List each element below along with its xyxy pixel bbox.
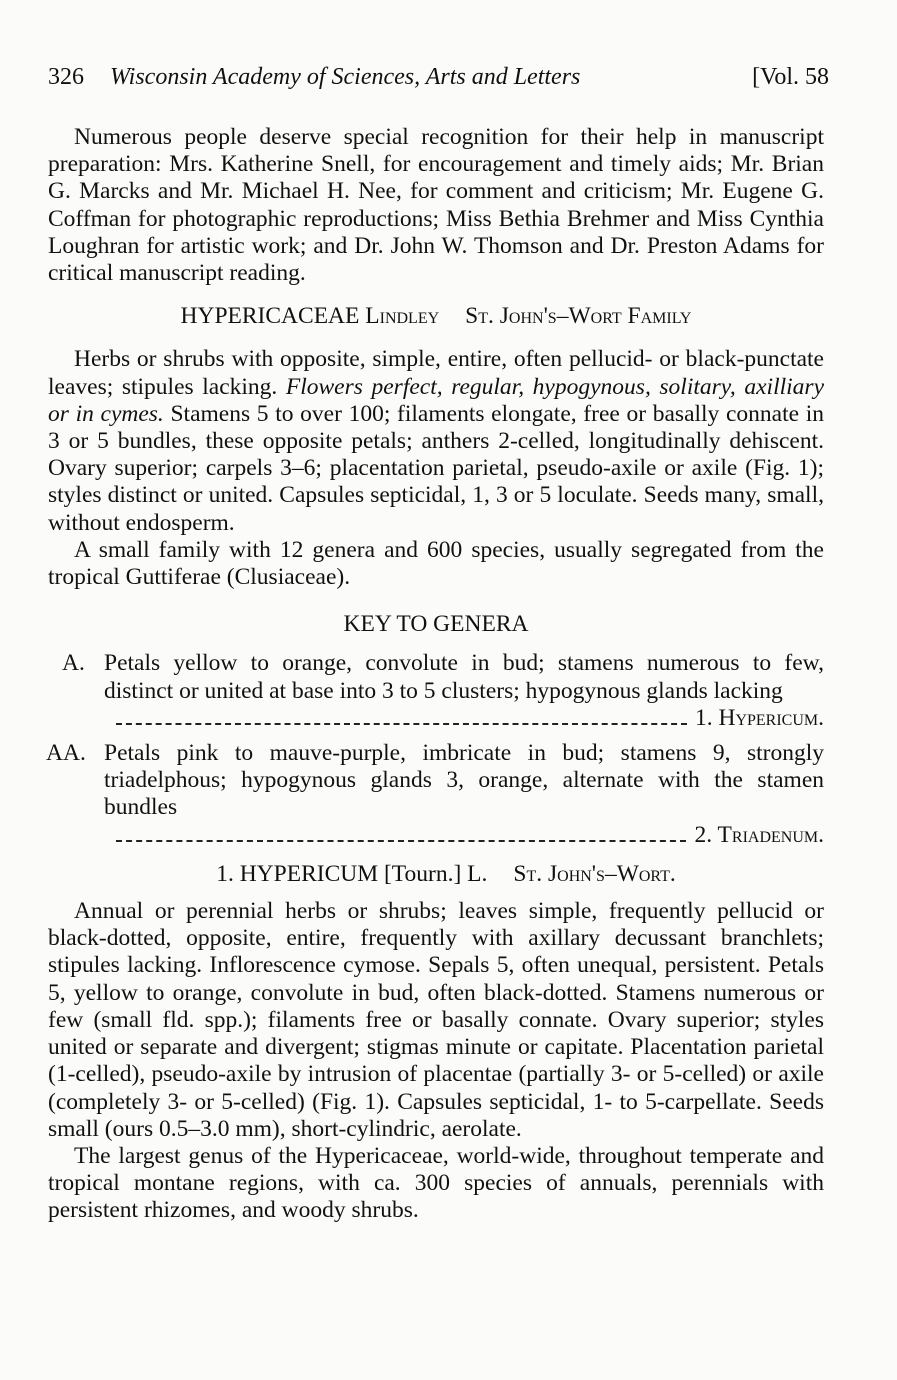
key-entry-text: Petals pink to mauve-purple, imbricate in bud; stamens 9, strongly triadelphous; hypogynous glands 3, orange, alternate with the stamen bundles: [104, 740, 824, 821]
key-entry-a: [48, 650, 824, 732]
family-note: A small family with 12 genera and 600 species, usually segregated from the tropical Guttiferae (Clusiaceae).: [48, 536, 824, 591]
running-header: [48, 62, 829, 92]
key-title: KEY TO GENERA: [343, 611, 529, 638]
volume-label: [Vol. 58: [752, 64, 829, 90]
journal-title: Wisconsin Academy of Sciences, Arts and Letters: [110, 64, 581, 90]
dotted-leader: [116, 723, 687, 725]
genus-heading: [48, 861, 824, 888]
family-author: Lindley: [365, 303, 440, 330]
family-description: [48, 346, 824, 536]
key-entry-leader-row: [104, 822, 824, 849]
genus-common-name: St. John's–Wort.: [513, 860, 676, 887]
genus-heading-main: 1. HYPERICUM [Tourn.] L.: [216, 860, 488, 887]
family-name: HYPERICACEAE: [180, 303, 360, 330]
key-entry-target: 2. Triadenum.: [694, 821, 824, 848]
key-entry-label: A.: [62, 650, 85, 677]
genus-note: The largest genus of the Hypericaceae, world-wide, throughout temperate and tropical montane regions, with ca. 300 species of annuals, perennials with persistent rhizomes, and woody shrubs.: [48, 1142, 824, 1224]
family-desc-part1: Herbs or shrubs with opposite, simple, entire, often pellucid- or black-punctate leaves; stipules lacking.: [48, 346, 824, 400]
dotted-leader: [116, 840, 686, 842]
page-body: [48, 124, 824, 1225]
key-entry-label: AA.: [46, 740, 86, 767]
acknowledgment-paragraph: Numerous people deserve special recognition for their help in manuscript preparation: Mrs. Katherine Snell, for encouragement and timely aids; Mr. Brian G. Marcks and Mr. Michael H. Nee, for comment and criticism; Mr. Eugene G. Coffman for photographic reproductions; Miss Bethia Brehmer and Miss Cynthia Loughran for artistic work; and Dr. John W. Thomson and Dr. Preston Adams for critical manuscript reading.: [48, 124, 824, 287]
family-desc-italic: Flowers perfect, regular, hypogynous, solitary, axilliary or in cymes.: [48, 373, 825, 427]
key-entry-target: 1. Hypericum.: [694, 704, 824, 731]
genus-description: Annual or perennial herbs or shrubs; leaves simple, frequently pellucid or black-dotted, opposite, entire, frequently with axillary decussant branchlets; stipules lacking. Inflorescence cymose. Sepals 5, often unequal, persistent. Petals 5, yellow to orange, convolute in bud, often black-dotted. Stamens numerous or few (small fld. spp.); filaments free or basally connate. Ovary superior; styles united or separate and divergent; stigmas minute or capitate. Placentation parietal (1-celled), pseudo-axile by intrusion of placentae (partially 3- or 5-celled) or axile (completely 3- or 5-celled) (Fig. 1). Capsules septicidal, 1- to 5-carpellate. Seeds small (ours 0.5–3.0 mm), short-cylindric, aerolate.: [48, 898, 824, 1142]
page-number: 326: [48, 64, 84, 90]
key-entry-aa: [48, 740, 824, 849]
family-desc-part2: Stamens 5 to over 100; filaments elongate, free or basally connate in 3 or 5 bundles, these opposite petals; anthers 2-celled, longitudinally dehiscent. Ovary superior; carpels 3–6; placentation parietal, pseudo-axile or axile (Fig. 1); styles distinct or united. Capsules septicidal, 1, 3 or 5 loculate. Seeds many, small, without endosperm.: [48, 400, 824, 536]
family-heading: [48, 303, 824, 330]
key-entry-leader-row: [104, 705, 824, 732]
key-entry-text: Petals yellow to orange, convolute in bud; stamens numerous to few, distinct or united at base into 3 to 5 clusters; hypogynous glands lacking: [104, 650, 824, 704]
family-common-name: St. John's–Wort Family: [465, 303, 692, 330]
